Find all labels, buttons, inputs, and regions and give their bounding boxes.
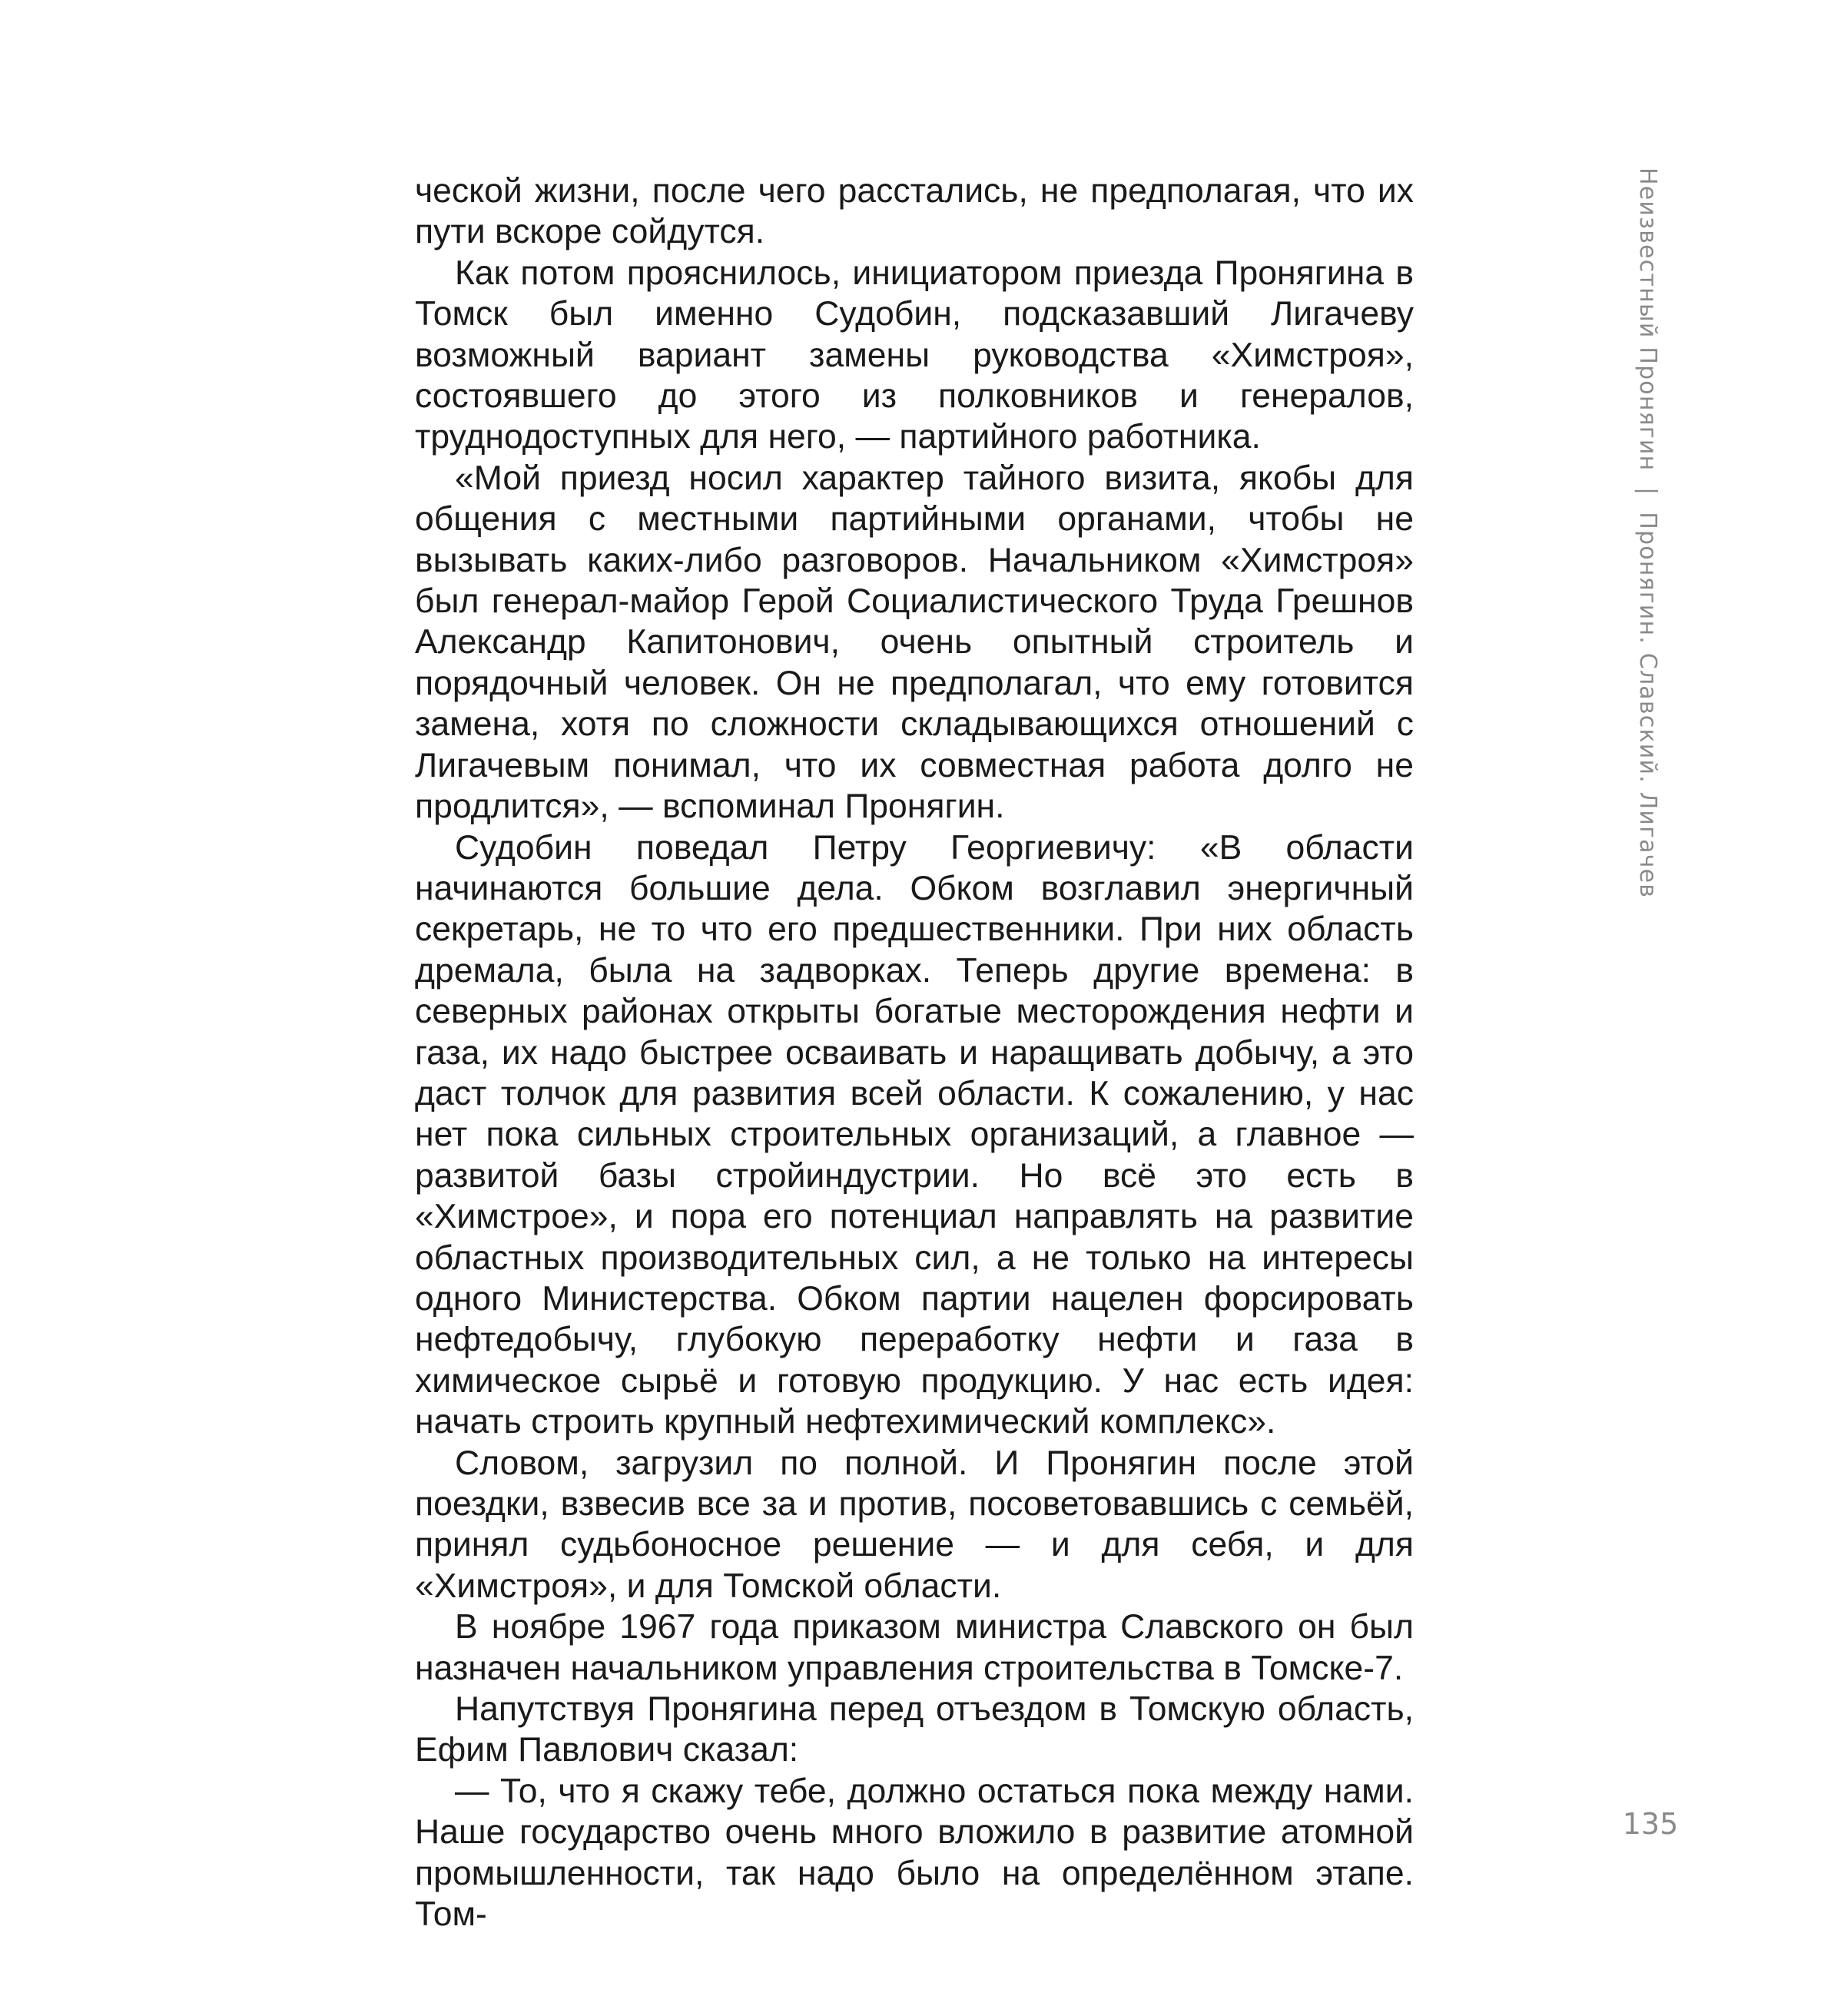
body-text <box>415 171 1414 1935</box>
paragraph: — То, что я скажу тебе, должно остаться пока между нами. Наше государство очень много вложило в развитие атомной промышленности, так надо было на определённом этапе. Том- <box>415 1772 1414 1934</box>
running-head <box>1632 167 1663 899</box>
running-head-section-title: Пронягин. Славский. Лигачев <box>1634 512 1661 899</box>
paragraph: «Мой приезд носил характер тайного визита, якобы для общения с местными партийными органами, чтобы не вызывать каких-либо разговоров. Начальником «Химстроя» был генерал-майор Герой Социалистического Труда Грешнов Александр Капитонович, очень опытный строитель и порядочный человек. Он не предполагал, что ему готовится замена, хотя по сложности складывающихся отношений с Лигачевым понимал, что их совместная работа долго не продлится», — вспоминал Пронягин. <box>415 459 1414 826</box>
paragraph: В ноябре 1967 года приказом министра Славского он был назначен начальником управления строительства в Томске-7. <box>415 1608 1414 1687</box>
paragraph: Словом, загрузил по полной. И Пронягин после этой поездки, взвесив все за и против, посоветовавшись с семьёй, принял судьбоносное решение — и для себя, и для «Химстроя», и для Томской области. <box>415 1444 1414 1605</box>
paragraph-continuation: ческой жизни, после чего расстались, не предполагая, что их пути вскоре сойдутся. <box>415 172 1414 251</box>
running-head-separator: | <box>1634 487 1661 496</box>
running-head-book-title: Неизвестный Пронягин <box>1634 167 1661 472</box>
paragraph: Как потом прояснилось, инициатором приезда Пронягина в Томск был именно Судобин, подсказавший Лигачеву возможный вариант замены руководства «Химстроя», состоявшего до этого из полковников и генералов, труднодоступных для него, — партийного работника. <box>415 254 1414 456</box>
paragraph: Судобин поведал Петру Георгиевичу: «В области начинаются большие дела. Обком возглавил энергичный секретарь, не то что его предшественники. При них область дремала, была на задворках. Теперь другие времена: в северных районах открыты богатые месторождения нефти и газа, их надо быстрее осваивать и наращивать добычу, а это даст толчок для развития всей области. К сожалению, у нас нет пока сильных строительных организаций, а главное — развитой базы стройиндустрии. Но всё это есть в «Химстрое», и пора его потенциал направлять на развитие областных производительных сил, а не только на интересы одного Министерства. Обком партии нацелен форсировать нефтедобычу, глубокую переработку нефти и газа в химическое сырьё и готовую продукцию. У нас есть идея: начать строить крупный нефтехимический комплекс». <box>415 828 1414 1441</box>
paragraph: Напутствуя Пронягина перед отъездом в Томскую область, Ефим Павлович сказал: <box>415 1690 1414 1769</box>
page-number: 135 <box>1622 1807 1679 1841</box>
